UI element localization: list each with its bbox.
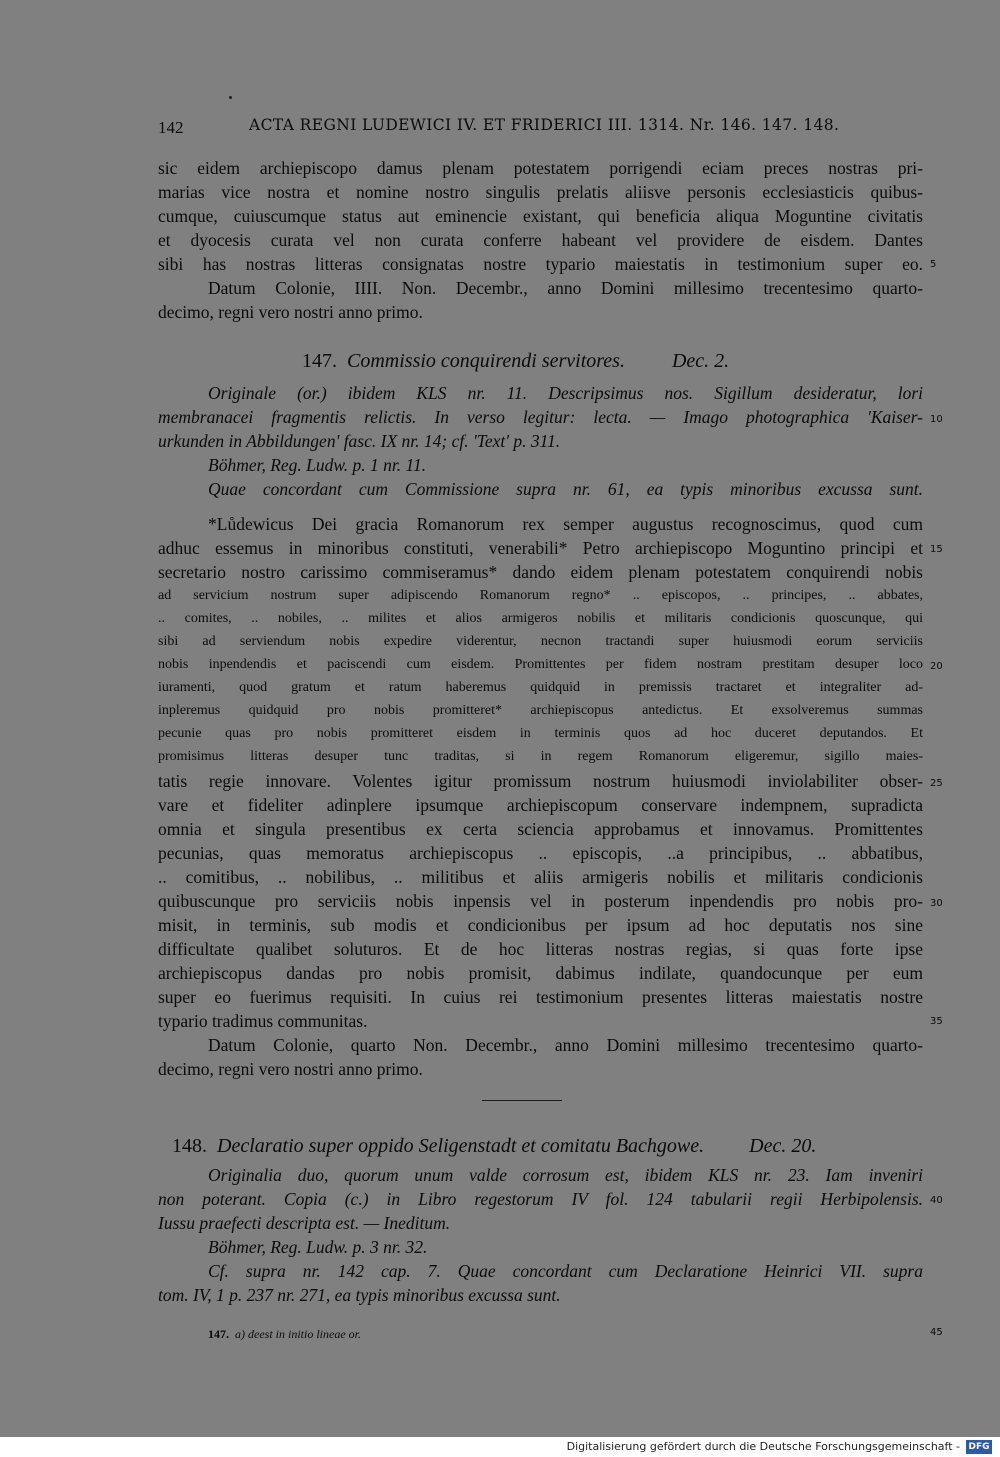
footnote — [208, 1327, 361, 1342]
section-heading: Declaratio super oppido Seligenstadt et comitatu Bachgowe. — [217, 1135, 705, 1157]
note-line: Böhmer, Reg. Ludw. p. 3 nr. 32. — [208, 1237, 428, 1257]
body-line: misit, in terminis, sub modis et condicionibus per ipsum ad hoc deputatis nos sine — [158, 915, 923, 935]
text-line: sic eidem archiepiscopo damus plenam potestatem porrigendi eciam preces nostras pri- — [158, 158, 923, 178]
body-line: difficultate qualibet soluturos. Et de hoc litteras nostras regias, si quas forte ipse — [158, 939, 923, 959]
body-line: quibuscunque pro serviciis nobis inpensis vel in posterum inpendendis pro nobis pro- — [158, 891, 923, 911]
section-separator — [482, 1100, 562, 1101]
body-line: ad servicium nostrum super adipiscendo Romanorum regno* .. episcopos, .. principes, .. abbates, — [158, 588, 923, 603]
note-line: urkunden in Abbildungen' fasc. IX nr. 14; cf. 'Text' p. 311. — [158, 431, 561, 451]
body-line: promisimus litteras desuper tunc traditas, si in regem Romanorum eligeremur, sigillo maies- — [158, 749, 923, 764]
body-line: vare et fideliter adinplere ipsumque archiepiscopum conservare indempnem, supradicta — [158, 795, 923, 815]
note-line: Originale (or.) ibidem KLS nr. 11. Descripsimus nos. Sigillum desideratur, lori — [208, 383, 923, 403]
margin-line-number: 15 — [930, 544, 943, 555]
text-line: marias vice nostra et nomine nostro singulis prelatis aliisve personis ecclesiasticis quibus- — [158, 182, 923, 202]
body-line: sibi ad serviendum nobis expedire viderentur, necnon tractandi super huiusmodi eorum serviciis — [158, 634, 923, 649]
text-line: cumque, cuiuscumque status aut eminencie existant, qui beneficia aliqua Moguntine civitatis — [158, 206, 923, 226]
margin-line-number: 45 — [930, 1327, 943, 1338]
margin-line-number: 10 — [930, 414, 943, 425]
margin-line-number: 5 — [930, 259, 937, 270]
margin-line-number: 30 — [930, 898, 943, 909]
text-line: Datum Colonie, IIII. Non. Decembr., anno Domini millesimo trecentesimo quarto- — [208, 278, 923, 298]
body-line: super eo fuerimus requisiti. In cuius rei testimonium presentes litteras maiestatis nostre — [158, 987, 923, 1007]
body-line: tatis regie innovare. Volentes igitur promissum nostrum huiusmodi inviolabiliter obser- — [158, 771, 923, 791]
text-line: sibi has nostras litteras consignatas nostre typario maiestatis in testimonium super eo. — [158, 254, 923, 274]
body-line: typario tradimus communitas. — [158, 1011, 368, 1031]
note-line: Originalia duo, quorum unum valde corrosum est, ibidem KLS nr. 23. Iam inveniri — [208, 1165, 923, 1185]
note-line: Cf. supra nr. 142 cap. 7. Quae concordant cum Declaratione Heinrici VII. supra — [208, 1261, 923, 1281]
section-number: 148. — [172, 1135, 207, 1157]
note-line: Böhmer, Reg. Ludw. p. 1 nr. 11. — [208, 455, 427, 475]
footnote-ref: 147. — [208, 1327, 229, 1341]
section-title-147 — [302, 350, 729, 373]
body-line: inpleremus quidquid pro nobis promitteret* archiepiscopus antedictus. Et exsolveremus summas — [158, 703, 923, 718]
section-number: 147. — [302, 350, 337, 372]
section-heading: Commissio conquirendi servitores. — [347, 350, 625, 372]
note-line: non poterant. Copia (c.) in Libro regestorum IV fol. 124 tabularii regii Herbipolensis. — [158, 1189, 923, 1209]
running-title: ACTA REGNI LUDEWICI IV. ET FRIDERICI III. 1314. Nr. 146. 147. 148. — [249, 116, 840, 134]
body-line: secretario nostro carissimo commiseramus* dando eidem plenam potestatem conquirendi nobis — [158, 562, 923, 582]
body-line: iuramenti, quod gratum et ratum haberemus quidquid in premissis tractaret et integraliter ad- — [158, 680, 923, 695]
body-line: pecunie quas pro nobis promitteret eisdem in terminis quos ad hoc duceret deputandos. Et — [158, 726, 923, 741]
banner-text: Digitalisierung gefördert durch die Deutsche Forschungsgemeinschaft - — [566, 1440, 960, 1453]
note-line: membranacei fragmentis relictis. In verso legitur: lecta. — Imago photographica 'Kaiser- — [158, 407, 923, 427]
text-line: decimo, regni vero nostri anno primo. — [158, 302, 423, 322]
section-date: Dec. 2. — [671, 350, 730, 372]
margin-line-number: 35 — [930, 1016, 943, 1027]
body-line: decimo, regni vero nostri anno primo. — [158, 1059, 423, 1079]
margin-line-number: 25 — [930, 778, 943, 789]
margin-line-number: 40 — [930, 1195, 943, 1206]
body-line: Datum Colonie, quarto Non. Decembr., anno Domini millesimo trecentesimo quarto- — [208, 1035, 923, 1055]
body-line: *Lůdewicus Dei gracia Romanorum rex semper augustus recognoscimus, quod cum — [208, 514, 923, 534]
speck-mark — [229, 96, 232, 99]
body-line: .. comites, .. nobiles, .. milites et alios armigeros nobilis et militaris condicionis quoscunque, qui — [158, 611, 923, 626]
body-line: nobis inpendendis et paciscendi cum eisdem. Promittentes per fidem nostram prestitam desuper loco — [158, 657, 923, 672]
body-line: .. comitibus, .. nobilibus, .. militibus et aliis armigeris nobilis et militaris condicionis — [158, 867, 923, 887]
body-line: pecunias, quas memoratus archiepiscopus .. episcopis, ..a principibus, .. abbatibus, — [158, 843, 923, 863]
dfg-logo: DFG — [966, 1440, 992, 1454]
note-line: tom. IV, 1 p. 237 nr. 271, ea typis minoribus excussa sunt. — [158, 1285, 561, 1305]
page-number: 142 — [158, 118, 184, 137]
body-line: omnia et singula presentibus ex certa sciencia approbamus et innovamus. Promittentes — [158, 819, 923, 839]
footnote-text: a) deest in initio lineae or. — [235, 1327, 361, 1341]
section-date: Dec. 20. — [749, 1135, 817, 1157]
section-title-148 — [172, 1135, 816, 1158]
note-line: Iussu praefecti descripta est. — Ineditum. — [158, 1213, 451, 1233]
digitization-banner — [0, 1437, 1000, 1457]
body-line: adhuc essemus in minoribus constituti, venerabili* Petro archiepiscopo Moguntino principi et — [158, 538, 923, 558]
margin-line-number: 20 — [930, 661, 943, 672]
text-line: et dyocesis curata vel non curata conferre habeant vel providere de eisdem. Dantes — [158, 230, 923, 250]
note-line: Quae concordant cum Commissione supra nr. 61, ea typis minoribus excussa sunt. — [208, 479, 923, 499]
body-line: archiepiscopus dandas pro nobis promisit, dabimus indilate, quandocunque per eum — [158, 963, 923, 983]
